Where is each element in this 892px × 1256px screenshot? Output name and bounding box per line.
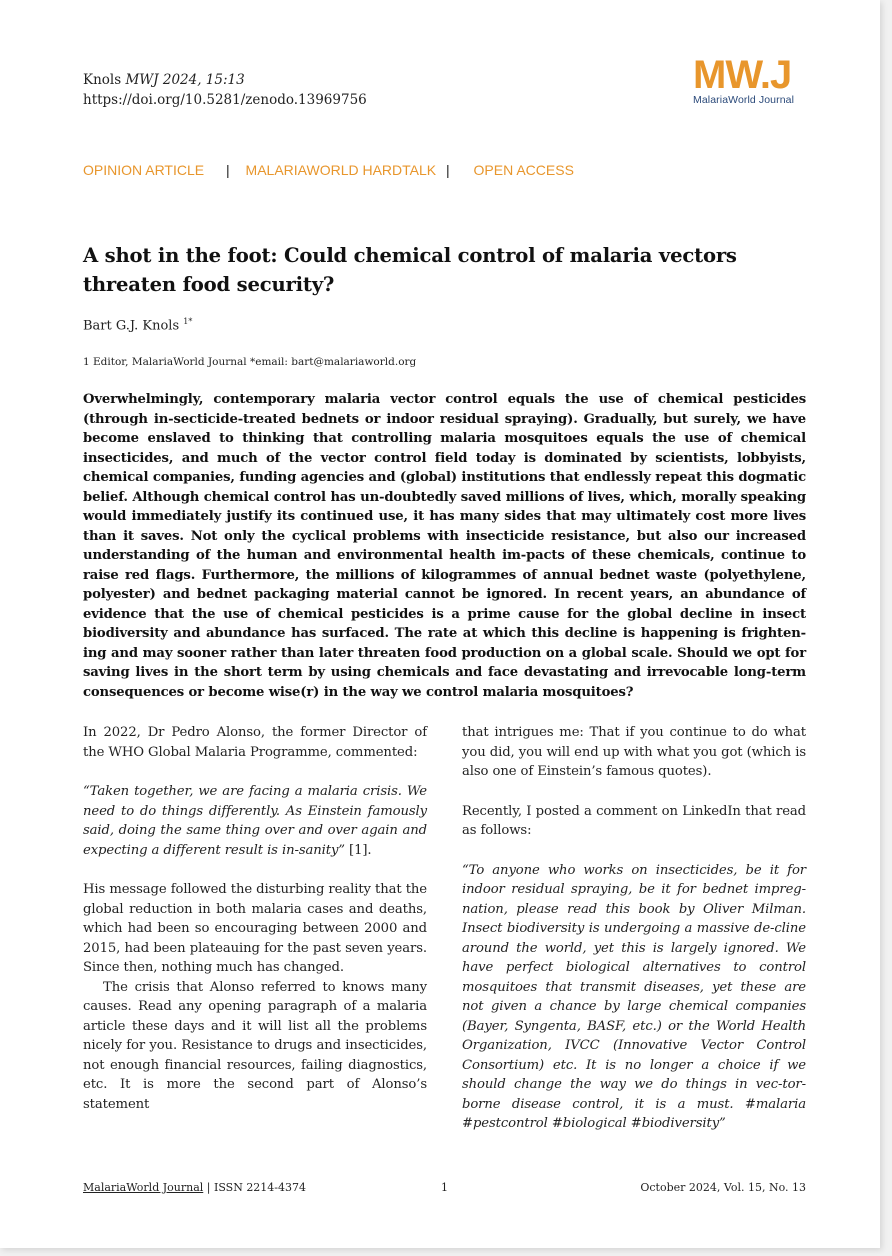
author-superscript: 1* bbox=[183, 317, 193, 326]
tag-hardtalk: MALARIAWORLD HARDTALK bbox=[245, 162, 437, 178]
linkedin-quote: “To anyone who works on insecticides, be it for indoor residual spraying, be it for bednet impreg-nation, please read this book by Oliver Milman. Insect biodiversity is undergoing a massive de-cline around the world, yet this is largely ignored. We have perfect biological alternatives to control mosquitoes that transmit diseases, yet these are not given a chance by large chemical companies (Bayer, Syngenta, BASF, etc.) or the World Health Organization, IVCC (Innovative Vector Control Consortium) etc. It is no longer a choice if we should change the way we do things in vec-tor-borne disease control, it is a must. #malaria #pestcontrol #biological #biodiversity” bbox=[462, 862, 806, 1131]
footer-issn: | ISSN 2214-4374 bbox=[206, 1181, 307, 1194]
tag-separator: | bbox=[226, 162, 230, 178]
author-name: Bart G.J. Knols bbox=[83, 318, 180, 334]
citation-line bbox=[83, 70, 367, 90]
tag-separator: | bbox=[446, 162, 450, 178]
citation-block bbox=[83, 70, 367, 110]
affiliation: 1 Editor, MalariaWorld Journal *email: bart@malariaworld.org bbox=[83, 356, 417, 368]
journal-ref: MWJ 2024, 15:13 bbox=[125, 72, 245, 88]
logo-subtitle: MalariaWorld Journal bbox=[693, 94, 795, 106]
logo-mark: MW.J bbox=[693, 53, 792, 97]
alonso-quote bbox=[83, 782, 427, 860]
article-title: A shot in the foot: Could chemical control of malaria vectors threaten food security? bbox=[83, 244, 737, 296]
footer-issue: October 2024, Vol. 15, No. 13 bbox=[640, 1181, 806, 1194]
body-paragraph: His message followed the disturbing reality that the global reduction in both malaria cases and deaths, which had been so encouraging between 2000 and 2015, had been plateauing for the past seven years. Since then, nothing much has changed. bbox=[83, 882, 427, 975]
doi-link[interactable]: https://doi.org/10.5281/zenodo.13969756 bbox=[83, 92, 367, 108]
page-number: 1 bbox=[441, 1181, 448, 1194]
tag-open-access: OPEN ACCESS bbox=[473, 162, 574, 178]
body-paragraph: Recently, I posted a comment on LinkedIn that read as follows: bbox=[462, 803, 806, 838]
body-paragraph: The crisis that Alonso referred to knows many causes. Read any opening paragraph of a malaria article these days and it will list all the problems nicely for you. Resistance to drugs and insecticides, not enough financial resources, failing diagnostics, etc. It is more the second part of Alonso’s statement bbox=[83, 979, 427, 1112]
citation-ref: [1]. bbox=[344, 842, 372, 858]
footer-journal bbox=[83, 1181, 306, 1194]
tag-opinion-article: OPINION ARTICLE bbox=[83, 162, 205, 178]
abstract: Overwhelmingly, contemporary malaria vector control equals the use of chemical pesticides (through in-secticide-treated bednets or indoor residual spraying). Gradually, but surely, we have become enslaved to thinking that controlling malaria mosquitoes equals the use of chemical insecticides, and much of the vector control field today is dominated by scientists, lobbyists, chemical companies, funding agencies and (global) institutions that endlessly repeat this dogmatic belief. Although chemical control has un-doubtedly saved millions of lives, which, morally speaking would immediately justify its continued use, it has many sides that may ultimately cost more lives than it saves. Not only the cyclical problems with insecticide resistance, but also our increased understanding of the human and environmental health im-pacts of these chemicals, continue to raise red flags. Furthermore, the millions of kilogrammes of annual bednet waste (polyethylene, polyester) and bednet packaging material cannot be ignored. In recent years, an abundance of evidence that the use of chemical pesticides is a prime cause for the global decline in insect biodiversity and abundance has surfaced. The rate at which this decline is happening is frighten-ing and may sooner rather than later threaten food production on a global scale. Should we opt for saving lives in the short term by using chemicals and face devastating and irrevocable long-term consequences or become wise(r) in the way we control malaria mosquitoes? bbox=[83, 392, 806, 700]
alonso-quote-text: “Taken together, we are facing a malaria crisis. We need to do things differently. As Einstein famously said, doing the same thing over and over again and expecting a different result is in-sanity” bbox=[83, 784, 427, 858]
body-paragraph: that intrigues me: That if you continue to do what you did, you will end up with what you got (which is also one of Einstein’s famous quotes). bbox=[462, 725, 806, 779]
journal-logo bbox=[693, 53, 813, 106]
author-line bbox=[83, 317, 192, 333]
author-short: Knols bbox=[83, 72, 122, 88]
body-paragraph: In 2022, Dr Pedro Alonso, the former Director of the WHO Global Malaria Programme, commented: bbox=[83, 725, 427, 760]
body-column-left bbox=[83, 723, 427, 1114]
body-column-right bbox=[462, 723, 806, 1134]
footer-journal-link[interactable]: MalariaWorld Journal bbox=[83, 1181, 204, 1194]
article-tags bbox=[83, 162, 574, 178]
